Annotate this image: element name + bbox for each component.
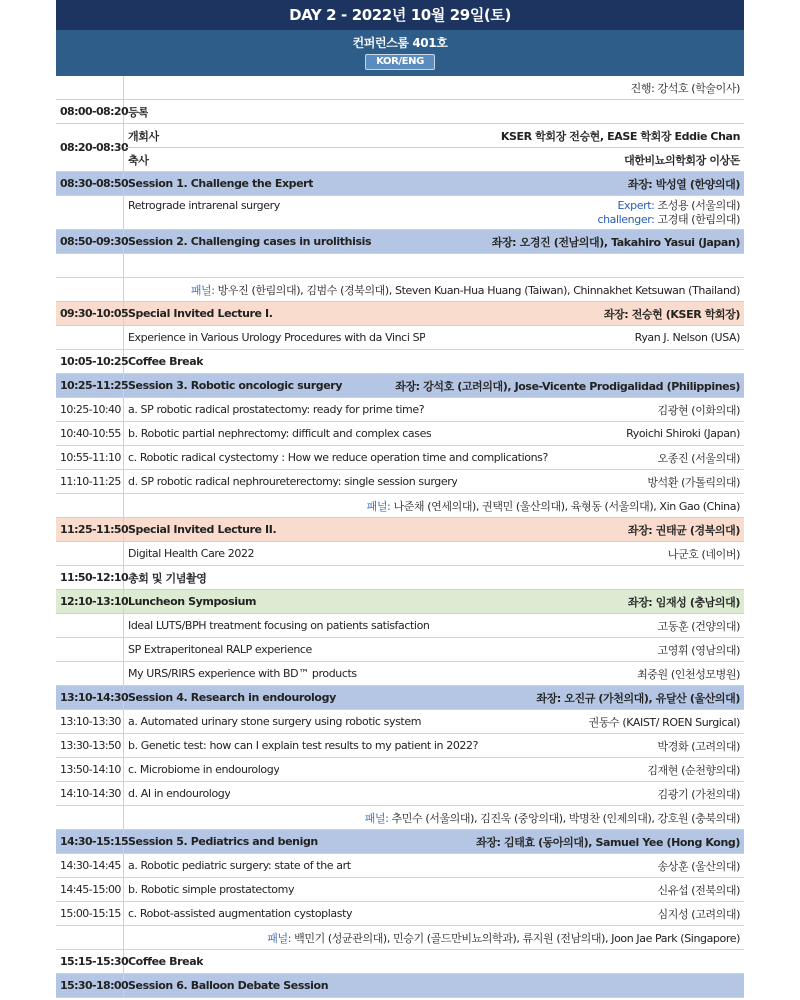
chair: 좌장: 오진규 (가천의대), 유달산 (울산의대) [536,691,740,705]
table-row [56,758,744,782]
speaker: 오종진 (서울의대) [657,451,740,465]
session-title: Session 2. Challenging cases in urolithisis [128,235,372,248]
item-title: 등록 [128,105,149,119]
panel-row [56,494,744,518]
item-title: c. Robotic radical cystectomy : How we reduce operation time and complications? [128,451,548,464]
table-row [56,638,744,662]
table-row [56,566,744,590]
table-row [56,326,744,350]
chair: 좌장: 박성열 (한양의대) [627,177,740,191]
table-row [56,422,744,446]
time-cell: 11:10-11:25 [56,470,124,493]
table-row [56,124,744,172]
chair: 좌장: 임재성 (충남의대) [627,595,740,609]
moderator-row [56,76,744,100]
table-row [56,398,744,422]
time-cell: 10:55-11:10 [56,446,124,469]
item-title: 총회 및 기념촬영 [128,571,207,585]
session-title: Special Invited Lecture II. [128,523,277,536]
session-row [56,830,744,854]
table-row [56,950,744,974]
table-row [56,662,744,686]
item-title: 축사 [128,153,149,167]
panel-row [56,806,744,830]
table-row [56,446,744,470]
panel-members: 방우진 (한림의대), 김범수 (경북의대), Steven Kuan-Hua Huang (Taiwan), Chinnakhet Ketsuwan (Thailand) [214,283,740,297]
session-title: Special Invited Lecture I. [128,307,273,320]
time-cell: 15:15-15:30 [56,950,124,973]
item-title: Coffee Break [128,355,204,368]
room-name: 컨퍼런스룸 401호 [352,36,448,50]
time-cell: 14:45-15:00 [56,878,124,901]
panel-members: 추민수 (서울의대), 김진욱 (중앙의대), 박명찬 (인제의대), 강호원 (충북의대) [388,811,740,825]
speaker: 고동훈 (건양의대) [657,619,740,633]
panel-label: 패널: [364,811,389,825]
speaker: KSER 학회장 전승현, EASE 학회장 Eddie Chan [500,129,740,143]
session-title: Session 4. Research in endourology [128,691,336,704]
time-cell: 08:50-09:30 [56,230,124,253]
table-row [56,902,744,926]
time-cell: 14:10-14:30 [56,782,124,805]
table-row [56,854,744,878]
item-title: b. Genetic test: how can I explain test results to my patient in 2022? [128,739,479,752]
table-row [56,100,744,124]
item-title: Ideal LUTS/BPH treatment focusing on patients satisfaction [128,619,430,632]
time-cell: 15:30-18:00 [56,974,124,997]
time-cell: 11:25-11:50 [56,518,124,541]
item-title: Retrograde intrarenal surgery [128,199,280,212]
session-row [56,230,744,254]
item-title: a. Robotic pediatric surgery: state of the art [128,859,351,872]
session-title: Luncheon Symposium [128,595,257,608]
table-row [56,470,744,494]
speaker: 권동수 (KAIST/ ROEN Surgical) [588,715,740,729]
speaker: 방석환 (가톨릭의대) [647,475,740,489]
chair: 좌장: 김태효 (동아의대), Samuel Yee (Hong Kong) [476,835,740,849]
panel-label: 패널: [366,499,391,513]
table-row [56,196,744,230]
time-cell: 14:30-15:15 [56,830,124,853]
panel-row [56,926,744,950]
chair: 좌장: 권태균 (경북의대) [627,523,740,537]
time-cell: 11:50-12:10 [56,566,124,589]
speaker: Ryan J. Nelson (USA) [634,331,740,344]
challenger-label: challenger: [597,213,655,226]
item-title: c. Robot-assisted augmentation cystoplasty [128,907,353,920]
table-row [56,254,744,278]
table-row [56,350,744,374]
lecture-row [56,302,744,326]
time-cell: 13:50-14:10 [56,758,124,781]
panel-members: 나준채 (연세의대), 권택민 (울산의대), 육형동 (서울의대), Xin Gao (China) [390,499,740,513]
time-cell: 13:10-14:30 [56,686,124,709]
table-row [56,614,744,638]
time-cell: 08:30-08:50 [56,172,124,195]
panel-row [56,278,744,302]
item-title: c. Microbiome in endourology [128,763,280,776]
speaker: 최중원 (인천성모병원) [637,667,740,681]
speaker: 신유섭 (전북의대) [657,883,740,897]
time-cell: 13:10-13:30 [56,710,124,733]
item-title: My URS/RIRS experience with BD™ products [128,667,357,680]
speaker: 대한비뇨의학회장 이상돈 [624,153,740,167]
speaker: 박경화 (고려의대) [657,739,740,753]
table-row [56,878,744,902]
item-title: SP Extraperitoneal RALP experience [128,643,312,656]
table-row [56,710,744,734]
time-cell: 10:40-10:55 [56,422,124,445]
speaker: 김재현 (순천향의대) [647,763,740,777]
speaker: 김광기 (가천의대) [657,787,740,801]
lecture-row [56,518,744,542]
item-title: Coffee Break [128,955,204,968]
item-title: Experience in Various Urology Procedures with da Vinci SP [128,331,426,344]
time-cell: 12:10-13:10 [56,590,124,613]
expert: 조성용 (서울의대) [654,199,740,212]
session-row [56,686,744,710]
room-header [56,30,744,76]
speaker: 고영휘 (영남의대) [657,643,740,657]
moderator: 진행: 강석호 (학술이사) [630,81,740,95]
item-title: a. Automated urinary stone surgery using robotic system [128,715,422,728]
time-cell: 13:30-13:50 [56,734,124,757]
symposium-row [56,590,744,614]
time-cell: 10:25-10:40 [56,398,124,421]
time-cell: 08:20-08:30 [56,124,124,171]
time-cell: 14:30-14:45 [56,854,124,877]
day-title: DAY 2 - 2022년 10월 29일(토) [56,0,744,30]
time-cell: 10:25-11:25 [56,374,124,397]
session-row [56,172,744,196]
table-row [56,734,744,758]
session-row [56,974,744,998]
time-cell: 15:00-15:15 [56,902,124,925]
time-cell: 09:30-10:05 [56,302,124,325]
item-title: a. SP robotic radical prostatectomy: ready for prime time? [128,403,425,416]
item-title: b. Robotic simple prostatectomy [128,883,295,896]
panel-label: 패널: [267,931,292,945]
panel-members: 백민기 (성균관의대), 민승기 (골드만비뇨의학과), 류지원 (전남의대), Joon Jae Park (Singapore) [291,931,740,945]
session-row [56,374,744,398]
item-title: b. Robotic partial nephrectomy: difficult and complex cases [128,427,432,440]
chair: 좌장: 강석호 (고려의대), Jose-Vicente Prodigalidad (Philippines) [395,379,740,393]
speaker: Ryoichi Shiroki (Japan) [626,427,740,440]
time-cell: 10:05-10:25 [56,350,124,373]
expert-label: Expert: [617,199,655,212]
session-title: Session 6. Balloon Debate Session [128,979,329,992]
speaker: 심지성 (고려의대) [657,907,740,921]
session-title: Session 1. Challenge the Expert [128,177,314,190]
chair: 좌장: 오경진 (전남의대), Takahiro Yasui (Japan) [491,235,740,249]
schedule-table [56,76,744,998]
chair: 좌장: 전승현 (KSER 학회장) [603,307,740,321]
item-title: 개회사 [128,129,159,143]
speaker: 김광현 (이화의대) [657,403,740,417]
speaker: 나군호 (네이버) [667,547,740,561]
speaker: 송상훈 (울산의대) [657,859,740,873]
table-row [56,542,744,566]
item-title: d. SP robotic radical nephroureterectomy: single session surgery [128,475,458,488]
challenger: 고경태 (한림의대) [654,213,740,226]
item-title: Digital Health Care 2022 [128,547,255,560]
table-row [56,782,744,806]
panel-label: 패널: [190,283,215,297]
item-title: d. AI in endourology [128,787,231,800]
session-title: Session 5. Pediatrics and benign [128,835,318,848]
session-title: Session 3. Robotic oncologic surgery [128,379,343,392]
time-cell: 08:00-08:20 [56,100,124,123]
language-badge: KOR/ENG [365,54,435,70]
